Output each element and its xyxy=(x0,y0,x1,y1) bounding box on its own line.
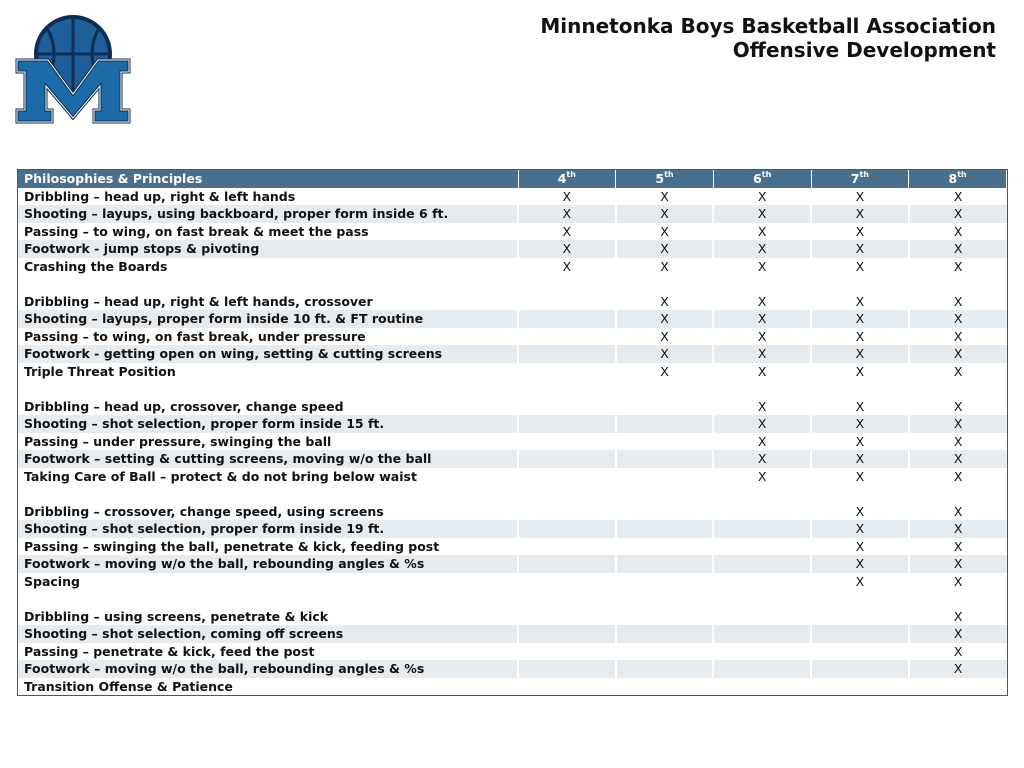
row-label: Passing – to wing, on fast break, under pressure xyxy=(24,328,366,344)
grade-mark xyxy=(518,538,616,556)
grade-mark: X xyxy=(909,450,1007,468)
grade-mark xyxy=(616,608,714,626)
header-grade-5 xyxy=(616,170,714,188)
table-row xyxy=(18,415,1007,433)
header-grade-8 xyxy=(909,170,1007,188)
row-label: Spacing xyxy=(24,573,80,589)
grade-mark xyxy=(713,590,811,608)
table-row xyxy=(18,468,1007,486)
grade-mark xyxy=(713,678,811,696)
grade-mark: X xyxy=(713,468,811,486)
grade-mark xyxy=(616,380,714,398)
grade-mark: X xyxy=(616,310,714,328)
row-label: Footwork – moving w/o the ball, rebounding angles & %s xyxy=(18,660,518,678)
grade-mark: X xyxy=(518,205,616,223)
grade-mark xyxy=(518,485,616,503)
grade-mark: X xyxy=(909,573,1007,591)
grade-mark: X xyxy=(909,433,1007,451)
grade-mark: X xyxy=(616,363,714,381)
grade-mark: X xyxy=(713,345,811,363)
grade-mark xyxy=(713,538,811,556)
row-label: Shooting – shot selection, proper form inside 15 ft. xyxy=(18,415,518,433)
grade-mark: X xyxy=(713,433,811,451)
grade-mark: X xyxy=(909,258,1007,276)
grade-suffix: th xyxy=(761,170,772,179)
table-row xyxy=(18,188,1007,206)
grade-suffix: th xyxy=(664,170,674,179)
grade-mark xyxy=(616,503,714,521)
grade-mark xyxy=(811,660,909,678)
grade-mark xyxy=(909,590,1007,608)
row-label: Footwork – setting & cutting screens, moving w/o the ball xyxy=(18,450,518,468)
grade-mark xyxy=(713,608,811,626)
row-label: Dribbling – head up, right & left hands xyxy=(24,188,296,204)
grade-number: 4 xyxy=(557,171,567,186)
grade-mark: X xyxy=(713,398,811,416)
table-row xyxy=(18,538,1007,556)
grade-mark: X xyxy=(909,468,1007,486)
grade-mark xyxy=(713,275,811,293)
grade-mark: X xyxy=(811,450,909,468)
table-row xyxy=(18,660,1007,678)
grade-mark: X xyxy=(811,328,909,346)
grade-mark: X xyxy=(811,363,909,381)
grade-mark xyxy=(518,678,616,696)
grade-mark xyxy=(811,590,909,608)
grade-mark xyxy=(909,380,1007,398)
table-row xyxy=(18,328,1007,346)
grade-mark: X xyxy=(811,415,909,433)
row-label: Passing – under pressure, swinging the ball xyxy=(24,433,332,449)
mbba-logo xyxy=(14,14,132,126)
table-row xyxy=(18,643,1007,661)
grade-mark: X xyxy=(811,520,909,538)
row-label: Shooting – shot selection, proper form inside 19 ft. xyxy=(18,520,518,538)
header-philosophies: Philosophies & Principles xyxy=(18,170,518,188)
grade-mark xyxy=(518,328,616,346)
grade-mark: X xyxy=(811,345,909,363)
row-label: Transition Offense & Patience xyxy=(24,678,233,694)
grade-mark xyxy=(616,573,714,591)
grade-mark xyxy=(811,678,909,696)
grade-mark xyxy=(616,485,714,503)
grade-mark: X xyxy=(909,555,1007,573)
grade-mark xyxy=(811,275,909,293)
grade-mark xyxy=(518,433,616,451)
grade-mark xyxy=(616,468,714,486)
grade-mark xyxy=(518,590,616,608)
grade-mark xyxy=(518,625,616,643)
grade-mark: X xyxy=(909,608,1007,626)
grade-mark: X xyxy=(616,205,714,223)
grade-mark xyxy=(909,678,1007,696)
grade-mark: X xyxy=(909,520,1007,538)
grade-mark: X xyxy=(909,188,1007,206)
row-label: Footwork - jump stops & pivoting xyxy=(18,240,518,258)
grade-number: 5 xyxy=(655,171,665,186)
grade-mark: X xyxy=(616,258,714,276)
grade-mark xyxy=(713,503,811,521)
grade-mark: X xyxy=(713,293,811,311)
row-label: Passing – to wing, on fast break & meet the pass xyxy=(24,223,369,239)
grade-mark: X xyxy=(811,433,909,451)
table-body xyxy=(18,188,1007,696)
grade-mark: X xyxy=(811,258,909,276)
basketball-m-icon xyxy=(14,14,132,126)
grade-mark: X xyxy=(811,503,909,521)
grade-mark xyxy=(518,573,616,591)
table-row xyxy=(18,608,1007,626)
grade-mark: X xyxy=(909,223,1007,241)
grade-suffix: th xyxy=(566,170,576,179)
row-label: Shooting – shot selection, coming off screens xyxy=(18,625,518,643)
grade-mark xyxy=(713,555,811,573)
grade-mark: X xyxy=(909,660,1007,678)
table-row xyxy=(18,345,1007,363)
grade-mark xyxy=(713,485,811,503)
grade-mark: X xyxy=(616,223,714,241)
grade-mark xyxy=(616,450,714,468)
grade-mark xyxy=(616,590,714,608)
table-row xyxy=(18,625,1007,643)
grade-mark xyxy=(713,573,811,591)
grade-mark: X xyxy=(811,398,909,416)
grade-mark xyxy=(713,625,811,643)
header-grade-7 xyxy=(811,170,909,188)
grade-mark xyxy=(616,538,714,556)
header-grade-4 xyxy=(518,170,616,188)
grade-mark: X xyxy=(518,258,616,276)
grade-mark: X xyxy=(616,345,714,363)
row-label: Dribbling – using screens, penetrate & kick xyxy=(24,608,329,624)
grade-mark: X xyxy=(909,398,1007,416)
table-row xyxy=(18,380,1007,398)
grade-mark: X xyxy=(518,188,616,206)
row-label xyxy=(18,380,518,398)
grade-mark xyxy=(811,643,909,661)
grade-mark xyxy=(518,520,616,538)
row-label xyxy=(18,590,518,608)
grade-mark: X xyxy=(909,328,1007,346)
grade-mark: X xyxy=(811,310,909,328)
grade-mark: X xyxy=(909,415,1007,433)
development-table xyxy=(17,169,1008,696)
grade-mark xyxy=(518,310,616,328)
grade-mark: X xyxy=(811,223,909,241)
grade-mark: X xyxy=(713,450,811,468)
grade-mark xyxy=(518,363,616,381)
table-row xyxy=(18,310,1007,328)
grade-mark xyxy=(811,608,909,626)
grade-mark xyxy=(811,625,909,643)
grade-mark xyxy=(713,643,811,661)
grade-mark: X xyxy=(616,188,714,206)
grade-mark: X xyxy=(909,643,1007,661)
grade-mark: X xyxy=(713,240,811,258)
table-row xyxy=(18,520,1007,538)
grade-mark xyxy=(909,275,1007,293)
grade-mark xyxy=(518,415,616,433)
grade-mark: X xyxy=(518,223,616,241)
grade-mark: X xyxy=(713,328,811,346)
grade-mark: X xyxy=(811,293,909,311)
table-row xyxy=(18,258,1007,276)
grade-mark xyxy=(518,345,616,363)
grade-mark xyxy=(616,398,714,416)
table-row xyxy=(18,573,1007,591)
row-label: Shooting – layups, using backboard, proper form inside 6 ft. xyxy=(18,205,518,223)
grade-number: 8 xyxy=(948,171,958,186)
table-row xyxy=(18,223,1007,241)
table-header-row xyxy=(18,170,1007,188)
grade-suffix: th xyxy=(859,170,870,179)
grade-mark xyxy=(713,380,811,398)
grade-mark: X xyxy=(811,205,909,223)
grade-mark: X xyxy=(616,328,714,346)
grade-mark: X xyxy=(811,538,909,556)
page-title: Minnetonka Boys Basketball Association xyxy=(540,14,996,38)
grade-mark xyxy=(518,660,616,678)
grade-mark xyxy=(616,678,714,696)
grade-number: 7 xyxy=(850,171,860,186)
header-grade-6 xyxy=(713,170,811,188)
grade-mark: X xyxy=(811,468,909,486)
table-row xyxy=(18,678,1007,696)
row-label: Footwork - getting open on wing, setting & cutting screens xyxy=(18,345,518,363)
grade-mark xyxy=(616,520,714,538)
grade-mark: X xyxy=(909,240,1007,258)
table-row xyxy=(18,363,1007,381)
grade-mark: X xyxy=(713,415,811,433)
grade-mark: X xyxy=(909,625,1007,643)
grade-mark: X xyxy=(909,538,1007,556)
title-block xyxy=(540,14,996,62)
grade-mark xyxy=(616,555,714,573)
table-row xyxy=(18,398,1007,416)
grade-mark xyxy=(518,468,616,486)
table-row xyxy=(18,555,1007,573)
grade-mark: X xyxy=(713,310,811,328)
row-label: Passing – penetrate & kick, feed the post xyxy=(24,643,315,659)
grade-mark xyxy=(616,625,714,643)
table-row xyxy=(18,503,1007,521)
grade-mark xyxy=(518,380,616,398)
row-label xyxy=(18,275,518,293)
table-row xyxy=(18,450,1007,468)
row-label: Passing – swinging the ball, penetrate & kick, feeding post xyxy=(24,538,440,554)
table-row xyxy=(18,485,1007,503)
grade-mark xyxy=(518,643,616,661)
grade-number: 6 xyxy=(753,171,762,186)
grade-mark xyxy=(518,275,616,293)
grade-mark xyxy=(616,415,714,433)
grade-mark: X xyxy=(811,240,909,258)
grade-mark xyxy=(518,398,616,416)
table-row xyxy=(18,240,1007,258)
grade-mark xyxy=(811,380,909,398)
row-label: Shooting – layups, proper form inside 10 ft. & FT routine xyxy=(18,310,518,328)
grade-mark: X xyxy=(909,310,1007,328)
grade-mark xyxy=(811,485,909,503)
grade-mark xyxy=(616,275,714,293)
grade-mark xyxy=(616,433,714,451)
grade-mark: X xyxy=(909,205,1007,223)
grade-mark xyxy=(518,450,616,468)
grade-mark: X xyxy=(713,363,811,381)
row-label: Crashing the Boards xyxy=(24,258,168,274)
grade-mark: X xyxy=(811,188,909,206)
grade-mark: X xyxy=(909,363,1007,381)
grade-mark xyxy=(518,608,616,626)
grade-mark xyxy=(616,660,714,678)
row-label: Dribbling – crossover, change speed, using screens xyxy=(24,503,384,519)
grade-mark: X xyxy=(713,205,811,223)
grade-mark: X xyxy=(713,188,811,206)
grade-mark: X xyxy=(713,223,811,241)
table-row xyxy=(18,590,1007,608)
page-subtitle: Offensive Development xyxy=(732,38,996,62)
grade-suffix: th xyxy=(957,170,967,179)
table-row xyxy=(18,205,1007,223)
row-label: Footwork – moving w/o the ball, rebounding angles & %s xyxy=(18,555,518,573)
grade-mark: X xyxy=(811,555,909,573)
grade-mark xyxy=(909,485,1007,503)
grade-mark xyxy=(713,660,811,678)
grade-mark: X xyxy=(616,240,714,258)
row-label: Taking Care of Ball – protect & do not bring below waist xyxy=(24,468,417,484)
table-row xyxy=(18,433,1007,451)
table-row xyxy=(18,275,1007,293)
grade-mark xyxy=(713,520,811,538)
row-label xyxy=(18,485,518,503)
grade-mark: X xyxy=(909,293,1007,311)
grade-mark: X xyxy=(616,293,714,311)
grade-mark: X xyxy=(811,573,909,591)
grade-mark: X xyxy=(909,503,1007,521)
grade-mark xyxy=(518,555,616,573)
grade-mark: X xyxy=(713,258,811,276)
table-row xyxy=(18,293,1007,311)
row-label: Triple Threat Position xyxy=(24,363,176,379)
row-label: Dribbling – head up, crossover, change speed xyxy=(24,398,344,414)
grade-mark xyxy=(518,503,616,521)
row-label: Dribbling – head up, right & left hands, crossover xyxy=(24,293,373,309)
grade-mark xyxy=(616,643,714,661)
grade-mark: X xyxy=(909,345,1007,363)
grade-mark xyxy=(518,293,616,311)
grade-mark: X xyxy=(518,240,616,258)
